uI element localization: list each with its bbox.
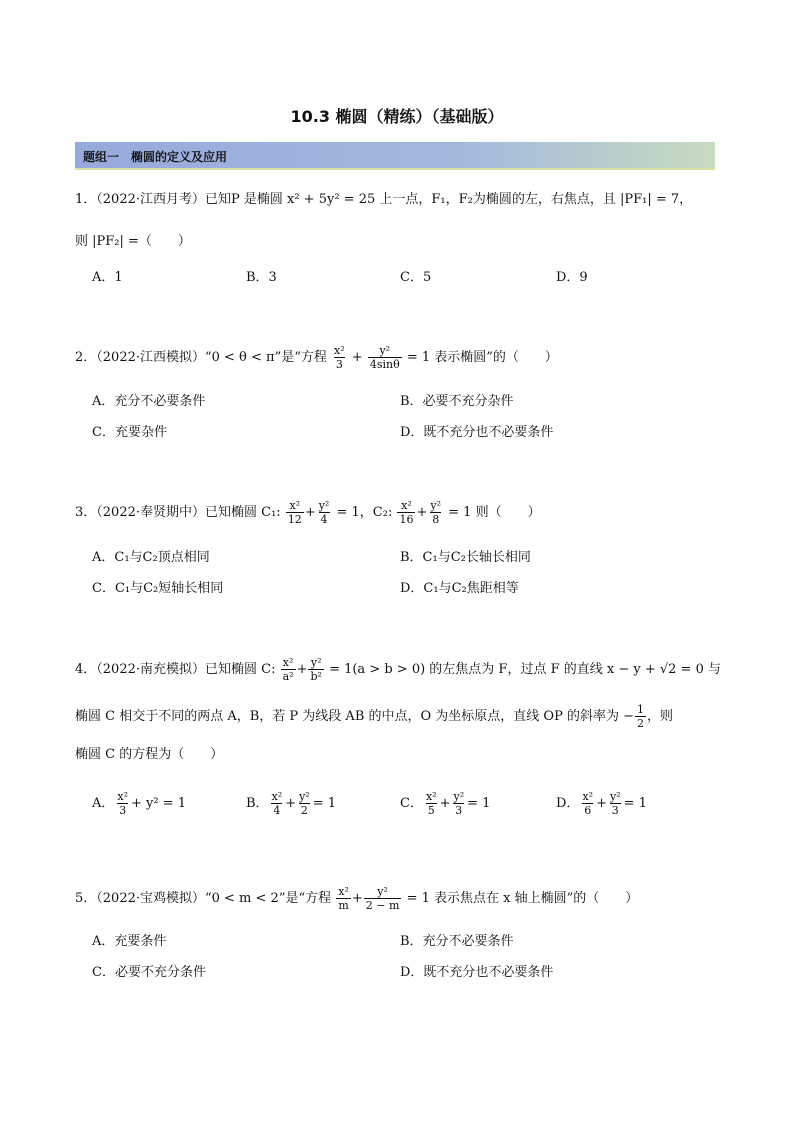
q4-after: = 1(a > b > 0) 的左焦点为 F，过点 F 的直线 x − y + √2 = 0 与	[329, 662, 721, 677]
q2-option-b[interactable]: B．必要不充分杂件	[400, 394, 514, 409]
q2-option-d[interactable]: D．既不充分也不必要条件	[400, 425, 554, 440]
q4-line2a: 椭圆 C 相交于不同的两点 A，B，若 P 为线段 AB 的中点，O 为坐标原点，直线 OP 的斜率为 −	[75, 709, 634, 724]
frac-num: y²	[299, 790, 310, 803]
option-fraction	[270, 790, 285, 817]
frac-den: 4	[320, 513, 328, 526]
q3-option-d[interactable]: D．C₁与C₂焦距相等	[400, 581, 519, 596]
question-4-line2	[75, 703, 673, 730]
q2-option-a[interactable]: A．充分不必要条件	[92, 394, 206, 409]
frac-num: 1	[637, 703, 644, 716]
frac-den: 4	[273, 804, 281, 817]
frac-den: 3	[455, 804, 463, 817]
q4-slope-fraction	[635, 703, 646, 730]
frac-den: 3	[611, 804, 619, 817]
q3-prefix: 3．（2022·奉贤期中）已知椭圆 C₁:	[75, 505, 281, 520]
question-1	[75, 190, 692, 210]
q2-option-c[interactable]: C．充要杂件	[92, 425, 167, 440]
option-rest: = 1	[467, 796, 491, 811]
q1-option-d[interactable]: D．9	[556, 270, 588, 285]
q4-prefix: 4．（2022·南充模拟）已知椭圆 C:	[75, 662, 276, 677]
question-5: 5．（2022·宝鸡模拟）“0 < m < 2”是“方程 $\frac{\text{x²}}{m}$ + $\frac{\text{y²}}{2 - m}$ = 1 表示焦点在 x 轴上椭圆”的（ ）	[75, 885, 639, 912]
plus-sign: +	[351, 350, 363, 365]
question-4: 4．（2022·南充模拟）已知椭圆 C: $\frac{\text{x²}}{\text{a²}}$ + $\frac{\text{y²}}{\text{b²}}$ = 1(a > b > 0) 的左焦点为 F，过点 F 的直线 x − y + √2 = 0 与	[75, 656, 721, 683]
frac-den: 4sinθ	[369, 358, 400, 371]
q4-fraction-b	[308, 656, 323, 683]
q3-fraction-d	[428, 499, 443, 526]
q3-option-a[interactable]: A．C₁与C₂顶点相同	[92, 550, 210, 565]
q4-option-d[interactable]: D． $\frac{\text{x²}}{6}$ + $\frac{\text{y²}}{3}$ = 1	[556, 790, 647, 817]
frac-den: 2	[300, 804, 308, 817]
q2-fraction-1	[332, 344, 347, 371]
q5-option-a[interactable]: A．充要条件	[92, 934, 167, 949]
frac-num: y²	[318, 499, 330, 512]
q4-option-c[interactable]: C． $\frac{\text{x²}}{5}$ + $\frac{\text{y²}}{3}$ = 1	[400, 790, 491, 817]
question-2	[75, 344, 558, 371]
option-fraction	[115, 790, 130, 817]
frac-num: y²	[310, 656, 322, 669]
frac-den: 2	[637, 717, 644, 730]
q5-fraction-1	[336, 885, 351, 912]
frac-den: 6	[584, 804, 592, 817]
frac-num: x²	[117, 790, 129, 803]
q5-option-c[interactable]: C．必要不充分条件	[92, 965, 206, 980]
frac-num: y²	[377, 885, 388, 898]
option-label: D．	[556, 796, 580, 811]
q3-option-c[interactable]: C．C₁与C₂短轴长相同	[92, 581, 224, 596]
q1-option-c[interactable]: C．5	[400, 270, 432, 285]
q5-option-b[interactable]: B．充分不必要条件	[400, 934, 514, 949]
page-title: 10.3 椭圆（精练）（基础版）	[290, 107, 504, 126]
frac-den: 3	[335, 358, 343, 371]
q5-option-d[interactable]: D．既不充分也不必要条件	[400, 965, 554, 980]
frac-den: 5	[427, 804, 435, 817]
q3-fraction-c	[397, 499, 415, 526]
q3-suffix: = 1 则（ ）	[448, 505, 541, 520]
frac-den: 16	[399, 513, 414, 526]
q1-option-b[interactable]: B．3	[246, 270, 277, 285]
q3-fraction-a	[286, 499, 304, 526]
q4-fraction-a	[281, 656, 296, 683]
q5-prefix: 5．（2022·宝鸡模拟）“0 < m < 2”是“方程	[75, 891, 332, 906]
frac-num: x²	[401, 499, 412, 512]
option-label: A．	[92, 796, 115, 811]
option-fraction	[424, 790, 439, 817]
section-header	[75, 142, 715, 170]
frac-num: x²	[282, 656, 294, 669]
q4-line2b: ，则	[647, 709, 674, 724]
q3-option-b[interactable]: B．C₁与C₂长轴长相同	[400, 550, 531, 565]
frac-num: x²	[425, 790, 437, 803]
q1-prefix: 1．（2022·江西月考）已知	[75, 192, 231, 207]
q5-suffix: = 1 表示焦点在 x 轴上椭圆”的（ ）	[406, 891, 639, 906]
option-rest: + y² = 1	[131, 796, 187, 811]
frac-num: x²	[338, 885, 349, 898]
option-fraction	[451, 790, 466, 817]
question-4-line3: 椭圆 C 的方程为（ ）	[75, 747, 224, 762]
frac-num: x²	[334, 344, 345, 357]
frac-num: y²	[609, 790, 621, 803]
q2-suffix: = 1 表示椭圆”的（ ）	[406, 350, 558, 365]
question-3: 3．（2022·奉贤期中）已知椭圆 C₁: $\frac{\text{x²}}{12}$ + $\frac{\text{y²}}{4}$ = 1，C₂: $\frac{\text{x²}}{16}$ + $\frac{\text{y²}}{8}$ = 1 则（ ）	[75, 499, 541, 526]
option-fraction	[580, 790, 595, 817]
frac-num: y²	[379, 344, 391, 357]
frac-den: 12	[287, 513, 302, 526]
q1-body: P 是椭圆 x² + 5y² = 25 上一点，F₁，F₂为椭圆的左，右焦点，且 |PF₁| = 7，	[231, 192, 693, 207]
frac-den: 8	[432, 513, 440, 526]
option-rest: = 1	[312, 796, 337, 811]
q3-fraction-b	[317, 499, 332, 526]
option-label: B．	[246, 796, 269, 811]
frac-den: a²	[282, 670, 294, 683]
q1-option-a[interactable]: A．1	[92, 270, 123, 285]
q3-mid: = 1，C₂:	[336, 505, 393, 520]
q2-fraction-2	[368, 344, 402, 371]
option-fraction	[608, 790, 623, 817]
frac-num: y²	[453, 790, 465, 803]
q4-option-b[interactable]: B． $\frac{\text{x²}}{4}$ + $\frac{\text{y²}}{2}$ = 1	[246, 790, 337, 817]
question-1-line2: 则 |PF₂| =（ ）	[75, 234, 191, 249]
frac-num: x²	[582, 790, 594, 803]
q2-prefix: 2．（2022·江西模拟）“0 < θ < π”是“方程	[75, 350, 327, 365]
section-title: 题组一 椭圆的定义及应用	[83, 150, 228, 164]
frac-num: y²	[430, 499, 441, 512]
option-label: C．	[400, 796, 423, 811]
q5-fraction-2	[364, 885, 402, 912]
option-rest: = 1	[623, 796, 647, 811]
frac-den: 3	[119, 804, 127, 817]
frac-num: x²	[271, 790, 283, 803]
q4-option-a[interactable]	[92, 790, 186, 817]
frac-den: b²	[310, 670, 322, 683]
option-fraction	[297, 790, 312, 817]
frac-den: 2 − m	[365, 899, 400, 912]
frac-num: x²	[289, 499, 301, 512]
frac-den: m	[338, 899, 349, 912]
